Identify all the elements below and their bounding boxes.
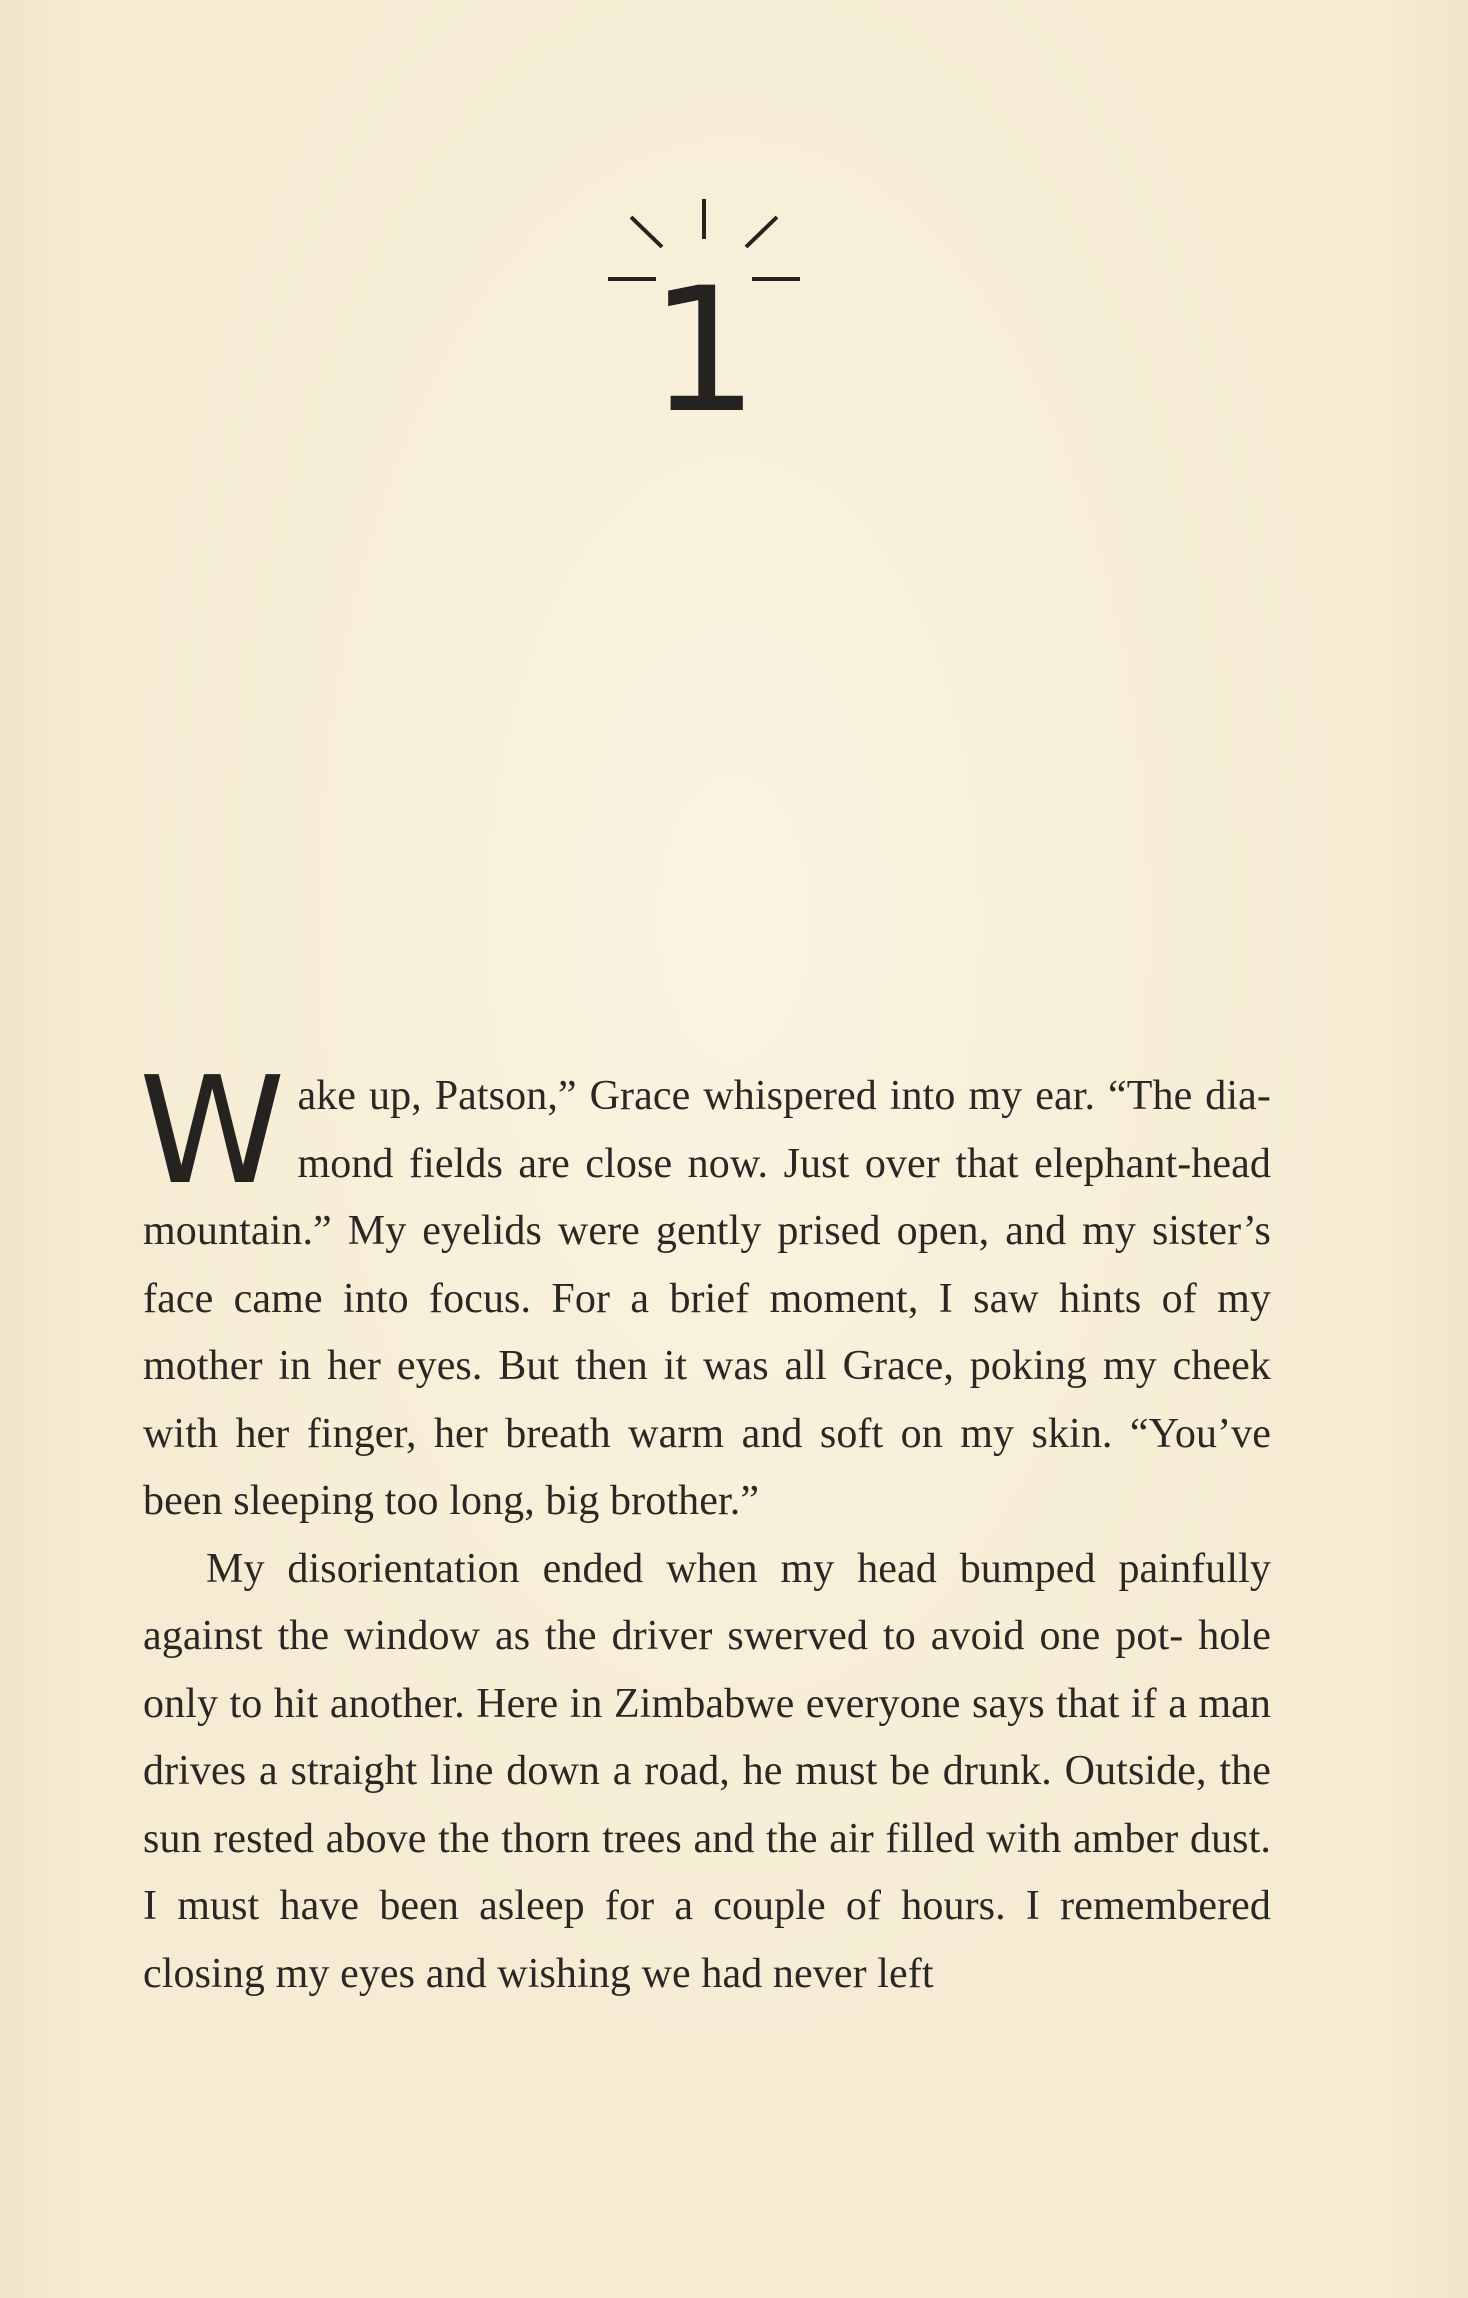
chapter-heading [604,195,804,451]
drop-cap: W [139,1045,286,1217]
paragraph-1-text: ake up, Patson,” Grace whispered into my ear. “The dia- mond fields are close now. Just over that elephant-head mountain.” My eyelids were gently prised open, and my sister’s face came into focus. For a brief moment, I saw hints of my mother in her eyes. But then it was all Grace, poking my cheek with her finger, her breath warm and soft on my skin. “You’ve been sleeping too long, big brother.” [143,1073,1271,1524]
paragraph-2: My disorientation ended when my head bumped painfully against the window as the driver swerved to avoid one pot- hole only to hit another. Here in Zimbabwe everyone says that if a man drives a straight line down a road, he must be drunk. Outside, the sun rested above the thorn trees and the air filled with amber dust. I must have been asleep for a couple of hours. I remembered closing my eyes and wishing we had never left [143,1545,1271,1997]
chapter-number: 1 [649,250,759,451]
chapter-body-text [139,1045,1271,2008]
paragraph-1 [139,1045,1271,1536]
